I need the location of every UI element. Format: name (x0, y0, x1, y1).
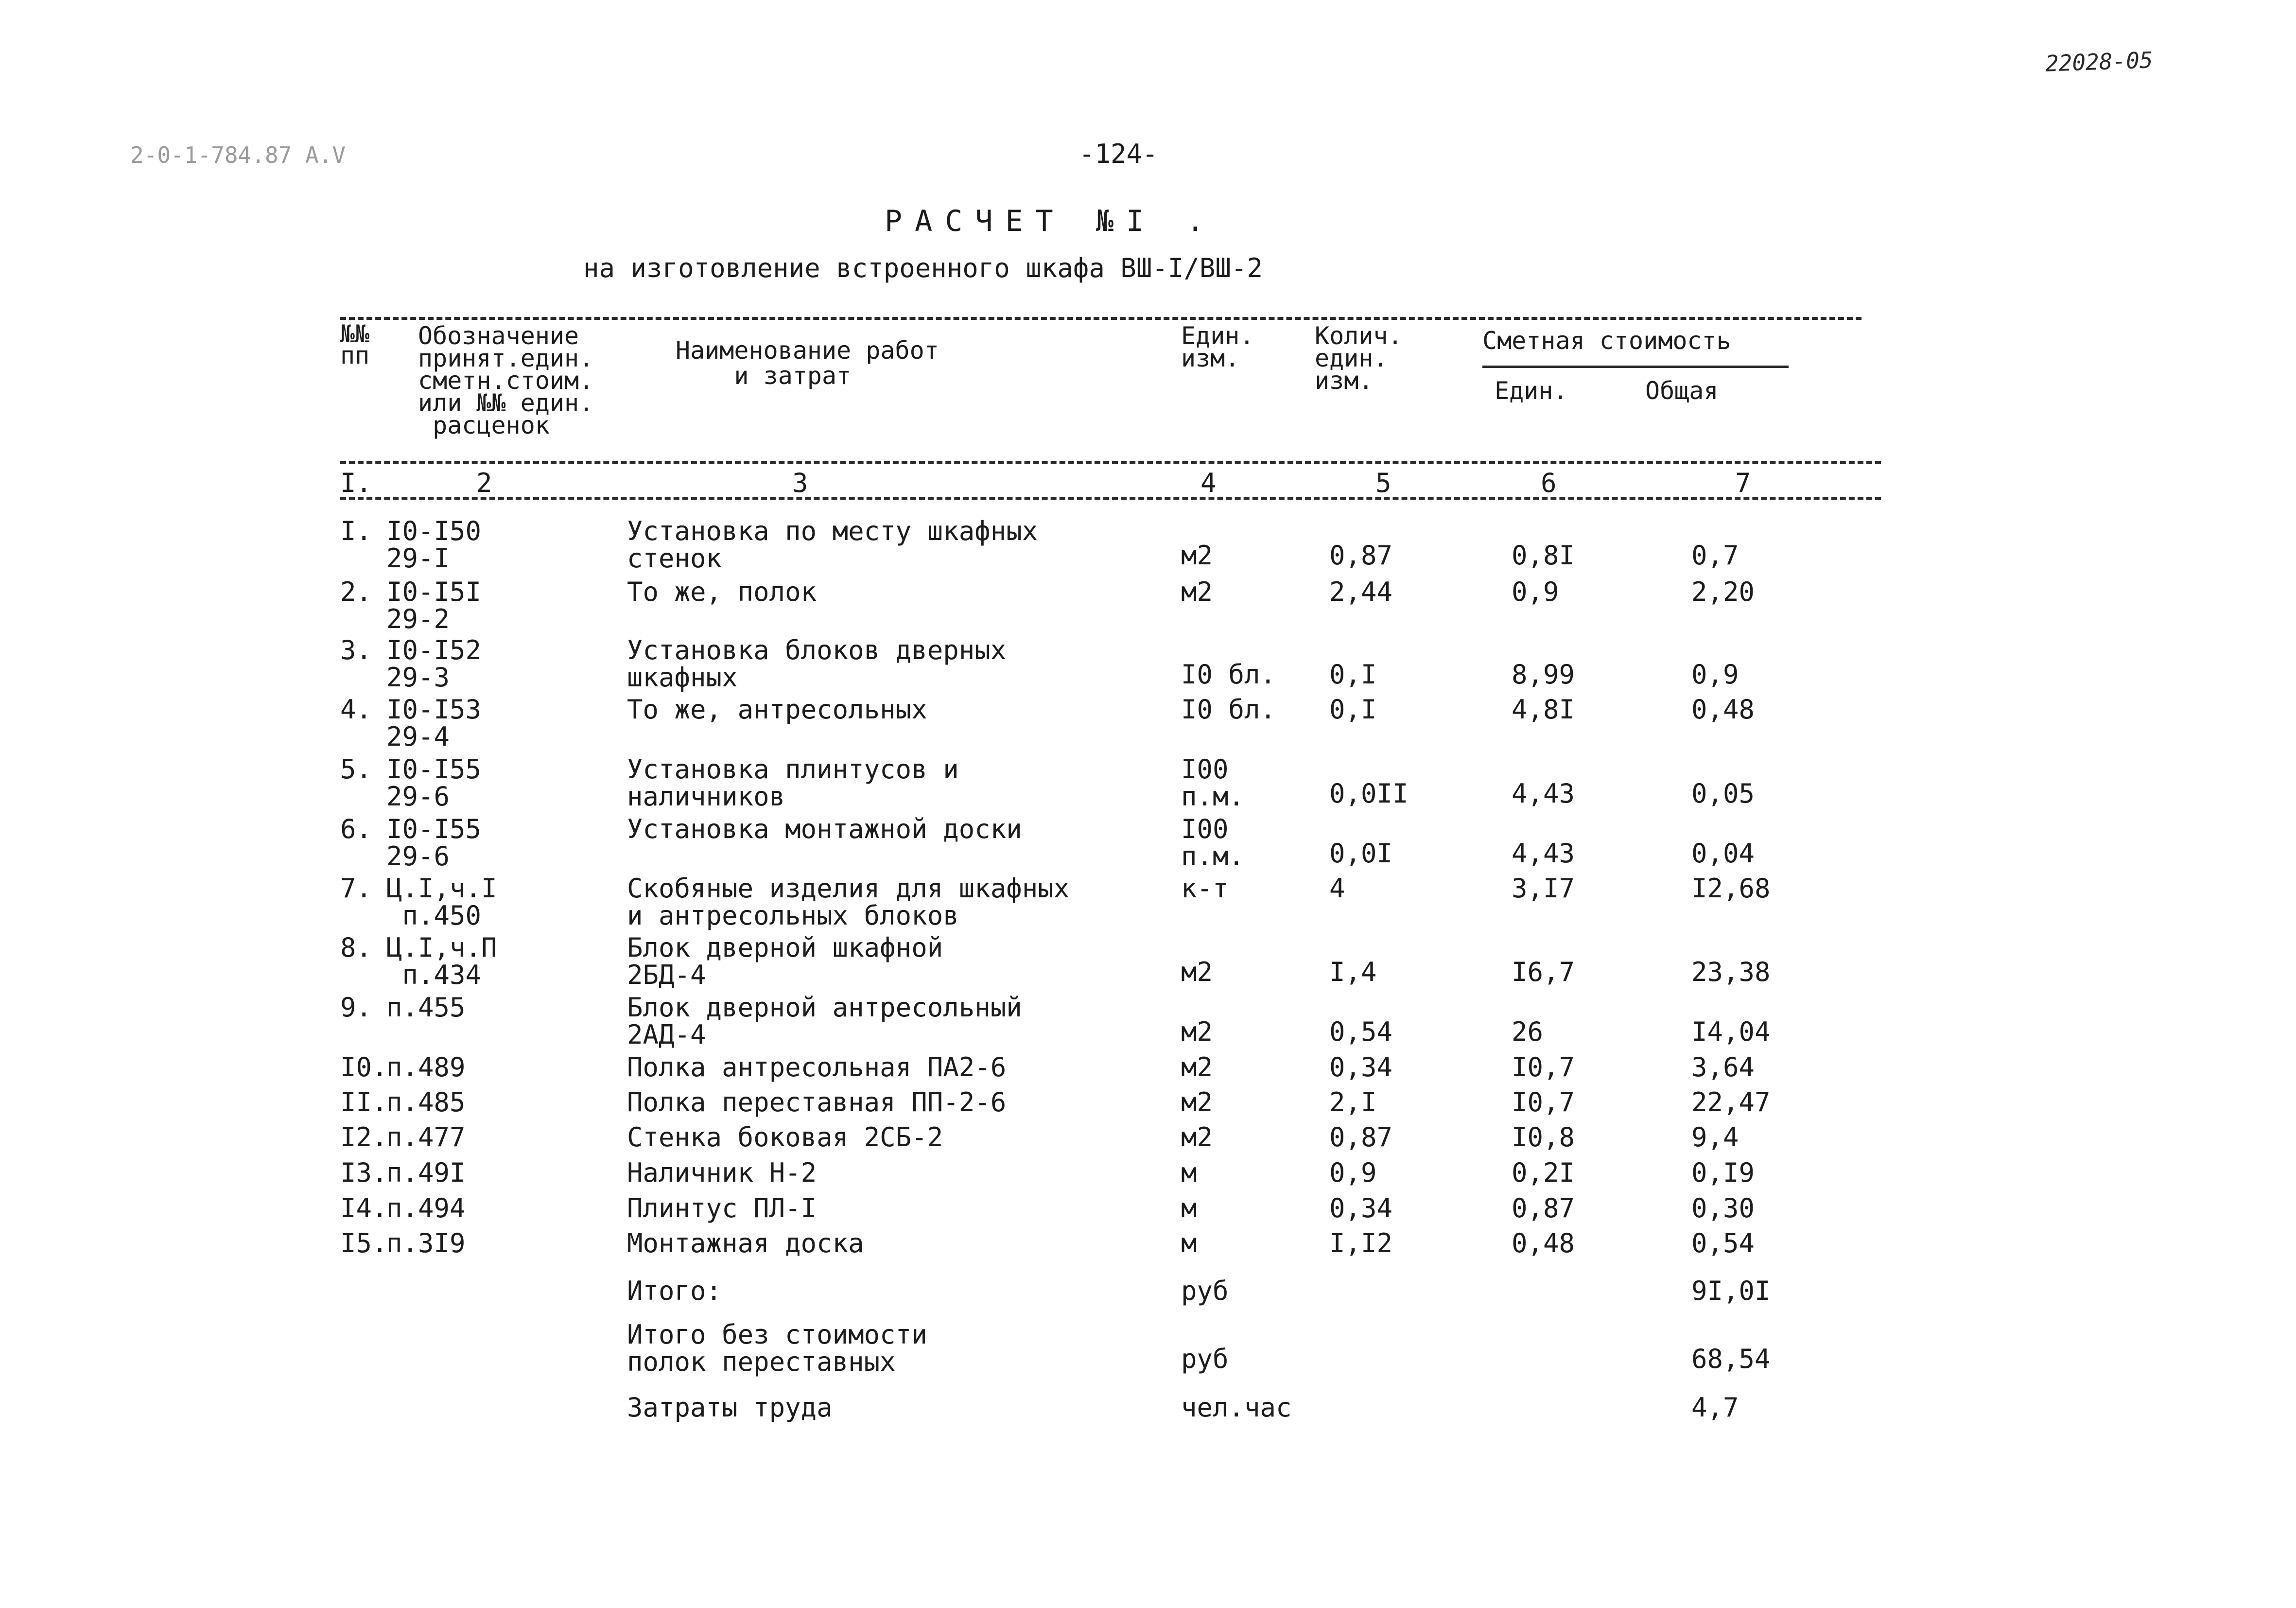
row-unit: м (1181, 1193, 1197, 1223)
row-name: Стенка боковая 2СБ-2 (627, 1122, 943, 1153)
row-name: Блок дверной шкафной 2БД-4 (627, 932, 943, 990)
row-code: п.494 (386, 1193, 466, 1223)
row-quantity: 0,34 (1329, 1193, 1393, 1223)
row-unit: I00 п.м. (1181, 814, 1245, 872)
column-number-5: 5 (1375, 468, 1392, 498)
row-code: п.49I (386, 1157, 466, 1188)
row-unit-cost: 8,99 (1512, 659, 1575, 690)
row-quantity: 0,34 (1329, 1052, 1393, 1083)
row-code: п.477 (386, 1122, 466, 1153)
row-quantity: 0,87 (1329, 1122, 1393, 1153)
row-total-cost: 0,54 (1691, 1228, 1755, 1258)
row-unit-cost: I0,8 (1512, 1122, 1575, 1153)
row-code: I0-I50 29-I (386, 516, 482, 574)
row-number: I0. (340, 1052, 388, 1083)
column-number-3: 3 (792, 468, 808, 498)
row-total-cost: I2,68 (1691, 873, 1771, 904)
row-number: I5. (340, 1228, 388, 1258)
row-unit-cost: 4,8I (1512, 694, 1575, 725)
row-code: Ц.I,ч.I п.450 (386, 873, 497, 931)
row-total-cost: 0,05 (1691, 778, 1755, 809)
row-quantity: 2,44 (1329, 577, 1393, 607)
row-total-cost: 2,20 (1691, 577, 1755, 607)
column-number-1: I. (340, 468, 372, 498)
header-name: Наименование работ и затрат (676, 336, 939, 390)
row-unit-cost: 3,I7 (1512, 873, 1575, 904)
row-name: То же, антресольных (627, 694, 927, 725)
row-quantity: 0,0I (1329, 838, 1393, 869)
header-cost-total: Общая (1645, 377, 1719, 405)
summary-total: 9I,0I (1691, 1276, 1771, 1306)
row-unit-cost: 0,87 (1512, 1193, 1575, 1223)
summary-unit: чел.час (1181, 1392, 1292, 1423)
row-code: п.3I9 (386, 1228, 466, 1258)
row-number: I2. (340, 1122, 388, 1153)
summary-label: Затраты труда (627, 1392, 833, 1423)
summary-total: 68,54 (1691, 1344, 1771, 1374)
row-quantity: 0,9 (1329, 1157, 1377, 1188)
row-quantity: 0,I (1329, 694, 1377, 725)
row-number: II. (340, 1087, 388, 1118)
row-total-cost: 0,04 (1691, 838, 1755, 869)
header-qty: Колич. един. изм. (1315, 322, 1403, 395)
row-unit: м2 (1181, 1122, 1213, 1153)
row-quantity: 2,I (1329, 1087, 1377, 1118)
row-name: Полка антресольная ПА2-6 (627, 1052, 1007, 1083)
document-title: РАСЧЕТ №I . (885, 204, 1217, 238)
row-quantity: 0,54 (1329, 1016, 1393, 1047)
row-unit-cost: I6,7 (1512, 957, 1575, 987)
summary-label: Итого без стоимости полок переставных (627, 1319, 927, 1377)
row-quantity: I,I2 (1329, 1228, 1393, 1258)
row-unit: м2 (1181, 957, 1213, 987)
summary-total: 4,7 (1691, 1392, 1739, 1423)
page-number: -124- (1079, 139, 1158, 169)
row-code: I0-I55 29-6 (386, 814, 482, 872)
row-unit-cost: 26 (1512, 1016, 1544, 1047)
row-unit-cost: 0,48 (1512, 1228, 1575, 1258)
summary-label: Итого: (627, 1276, 722, 1306)
row-total-cost: 22,47 (1691, 1087, 1771, 1118)
row-unit: м2 (1181, 577, 1213, 607)
summary-unit: руб (1181, 1344, 1229, 1374)
column-number-6: 6 (1541, 468, 1557, 498)
row-total-cost: I4,04 (1691, 1016, 1771, 1047)
row-quantity: 0,87 (1329, 540, 1393, 571)
row-unit-cost: 0,9 (1512, 577, 1559, 607)
row-unit-cost: I0,7 (1512, 1052, 1575, 1083)
document-subtitle: на изготовление встроенного шкафа ВШ-I/ВШ-2 (583, 253, 1263, 283)
row-code: п.489 (386, 1052, 466, 1083)
row-total-cost: 3,64 (1691, 1052, 1755, 1083)
row-number: I. (340, 516, 372, 546)
row-quantity: I,4 (1329, 957, 1377, 987)
column-number-4: 4 (1200, 468, 1217, 498)
column-number-7: 7 (1735, 468, 1751, 498)
row-total-cost: 0,I9 (1691, 1157, 1755, 1188)
summary-unit: руб (1181, 1276, 1229, 1306)
row-name: Установка по месту шкафных стенок (627, 516, 1038, 574)
column-number-2: 2 (476, 468, 492, 498)
row-name: Скобяные изделия для шкафных и антресольных блоков (627, 873, 1070, 931)
row-number: 7. (340, 873, 372, 904)
row-code: I0-I5I 29-2 (386, 577, 482, 634)
column-numbers-rule (340, 497, 1881, 500)
row-quantity: 0,I (1329, 659, 1377, 690)
header-code: Обозначение принят.един. сметн.стоим. или №№ един. расценок (418, 322, 594, 439)
row-number: 5. (340, 754, 372, 785)
row-name: Установка блоков дверных шкафных (627, 635, 1007, 693)
header-num: №№ пп (340, 320, 370, 369)
row-name: Установка плинтусов и наличников (627, 754, 959, 812)
row-code: п.455 (386, 992, 466, 1023)
row-unit: I00 п.м. (1181, 754, 1245, 812)
row-code: п.485 (386, 1087, 466, 1118)
row-quantity: 4 (1329, 873, 1345, 904)
row-total-cost: 0,7 (1691, 540, 1739, 571)
row-unit-cost: I0,7 (1512, 1087, 1575, 1118)
row-unit: м2 (1181, 1087, 1213, 1118)
row-number: 3. (340, 635, 372, 665)
row-total-cost: 9,4 (1691, 1122, 1739, 1153)
row-unit: м2 (1181, 540, 1213, 571)
row-number: I4. (340, 1193, 388, 1223)
row-number: 9. (340, 992, 372, 1023)
row-name: Монтажная доска (627, 1228, 864, 1258)
row-name: Блок дверной антресольный 2АД-4 (627, 992, 1022, 1050)
row-number: 6. (340, 814, 372, 844)
row-code: I0-I53 29-4 (386, 694, 482, 752)
row-unit: м (1181, 1228, 1197, 1258)
row-unit: к-т (1181, 873, 1229, 904)
row-number: 4. (340, 694, 372, 725)
row-unit: м2 (1181, 1016, 1213, 1047)
table-top-rule (340, 317, 1861, 320)
row-number: I3. (340, 1157, 388, 1188)
row-unit-cost: 0,2I (1512, 1157, 1575, 1188)
row-name: Наличник Н-2 (627, 1157, 817, 1188)
header-cost: Сметная стоимость (1482, 327, 1731, 355)
row-name: Плинтус ПЛ-I (627, 1193, 817, 1223)
series-code: 2-0-1-784.87 A.V (130, 142, 346, 168)
row-unit-cost: 4,43 (1512, 838, 1575, 869)
document-code: 22028-05 (2045, 47, 2154, 77)
row-total-cost: 0,30 (1691, 1193, 1755, 1223)
row-name: То же, полок (627, 577, 817, 607)
header-unit: Един. изм. (1181, 322, 1254, 372)
row-total-cost: 0,48 (1691, 694, 1755, 725)
row-unit-cost: 0,8I (1512, 540, 1575, 571)
row-unit: м2 (1181, 1052, 1213, 1083)
row-name: Установка монтажной доски (627, 814, 1022, 844)
row-unit: м (1181, 1157, 1197, 1188)
header-bottom-rule (340, 461, 1881, 464)
row-quantity: 0,0II (1329, 778, 1409, 809)
header-cost-unit: Един. (1495, 377, 1568, 405)
row-unit-cost: 4,43 (1512, 778, 1575, 809)
row-total-cost: 0,9 (1691, 659, 1739, 690)
row-code: Ц.I,ч.П п.434 (386, 932, 497, 990)
row-total-cost: 23,38 (1691, 957, 1771, 987)
row-unit: I0 бл. (1181, 694, 1276, 725)
row-unit: I0 бл. (1181, 659, 1276, 690)
row-code: I0-I55 29-6 (386, 754, 482, 812)
cost-header-rule (1482, 366, 1789, 368)
row-number: 8. (340, 932, 372, 963)
row-number: 2. (340, 577, 372, 607)
row-code: I0-I52 29-3 (386, 635, 482, 693)
row-name: Полка переставная ПП-2-6 (627, 1087, 1007, 1118)
